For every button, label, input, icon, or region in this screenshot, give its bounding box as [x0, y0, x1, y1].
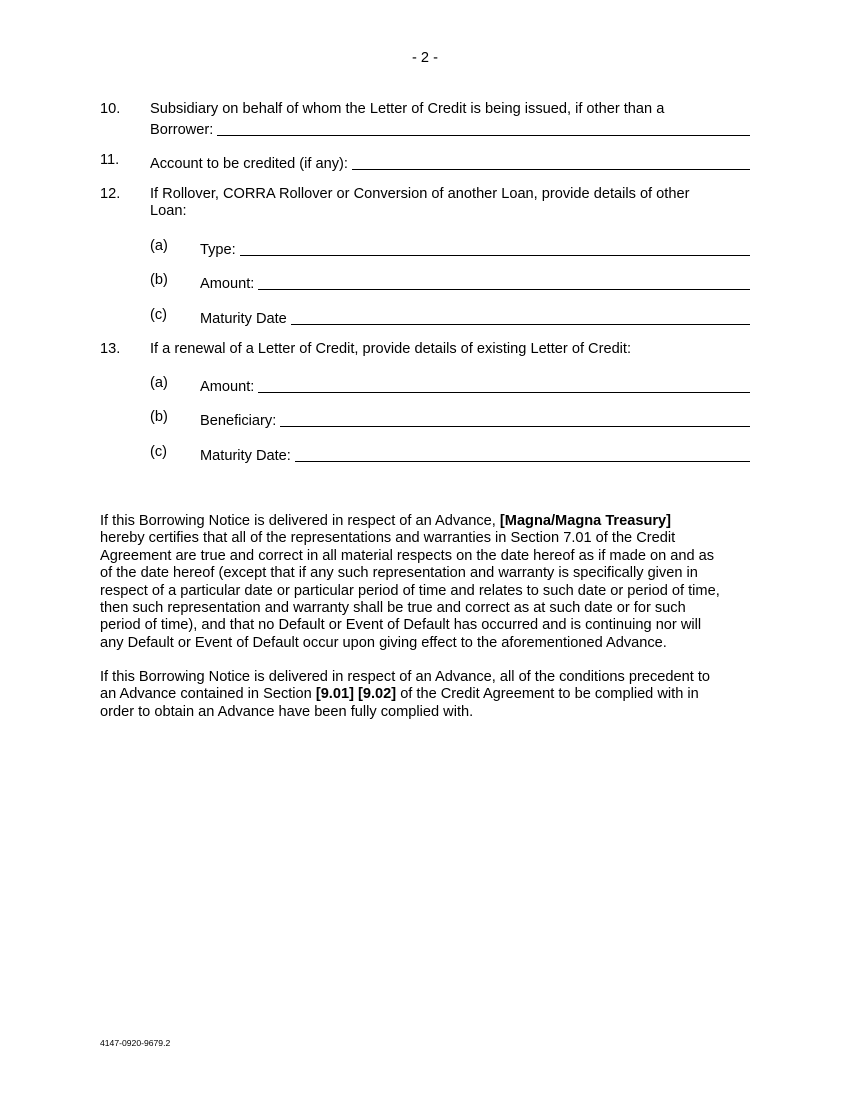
item-12a-row	[200, 238, 750, 259]
para1-line: respect of a particular date or particular period of time and relates to such date or period of time,	[100, 582, 720, 599]
para1-line: period of time), and that no Default or Event of Default has occurred and is continuing nor will	[100, 617, 702, 634]
item-11-account-field[interactable]	[352, 154, 750, 170]
item-13a-letter: (a)	[150, 375, 168, 391]
certification-paragraph	[100, 513, 752, 652]
item-12a-type-label: Type:	[200, 242, 236, 258]
item-13c-row	[200, 444, 750, 465]
para2-line2-text: an Advance contained in Section	[100, 686, 316, 703]
item-12a-letter: (a)	[150, 238, 168, 254]
item-11-account-label: Account to be credited (if any):	[150, 156, 348, 172]
item-12b-amount-field[interactable]	[258, 274, 750, 290]
item-10-text: Subsidiary on behalf of whom the Letter of Credit is being issued, if other than a	[150, 101, 665, 117]
page-number: - 2 -	[412, 50, 438, 66]
item-12c-row	[200, 307, 750, 328]
item-13-text: If a renewal of a Letter of Credit, provide details of existing Letter of Credit:	[150, 341, 632, 357]
para1-line: any Default or Event of Default occur upon giving effect to the aforementioned Advance.	[100, 634, 667, 651]
item-10-borrower-row	[150, 118, 750, 139]
item-12c-maturity-label: Maturity Date	[200, 311, 287, 327]
item-10-borrower-label: Borrower:	[150, 122, 214, 138]
para1-line: of the date hereof (except that if any such representation and warranty is specifically given in	[100, 565, 698, 582]
document-id: 4147-0920-9679.2	[100, 1038, 171, 1048]
section-ref-9-02: [9.02]	[358, 686, 397, 703]
item-13a-amount-field[interactable]	[258, 377, 750, 393]
item-13b-letter: (b)	[150, 409, 168, 425]
item-13c-maturity-label: Maturity Date:	[200, 448, 291, 464]
item-13a-row	[200, 375, 750, 396]
borrower-name-placeholder: [Magna/Magna Treasury]	[499, 513, 672, 529]
section-ref-9-01: [9.01]	[315, 686, 354, 703]
item-13b-row	[200, 409, 750, 430]
para1-line	[100, 513, 752, 530]
para2-line: If this Borrowing Notice is delivered in respect of an Advance, all of the conditions precedent to	[100, 669, 711, 685]
item-13c-maturity-field[interactable]	[295, 446, 750, 462]
item-12a-type-field[interactable]	[240, 240, 750, 256]
para1-line1-text: If this Borrowing Notice is delivered in respect of an Advance,	[100, 513, 500, 529]
para2-line2-end: of the Credit Agreement to be complied with in	[396, 686, 699, 703]
item-12-number: 12.	[100, 186, 121, 202]
item-12c-letter: (c)	[150, 307, 168, 323]
item-12b-amount-label: Amount:	[200, 276, 255, 292]
item-13b-beneficiary-label: Beneficiary:	[200, 413, 277, 429]
item-13c-letter: (c)	[150, 444, 168, 460]
item-11-row	[150, 152, 750, 173]
para1-line: Agreement are true and correct in all material respects on the date hereof as if made on and as	[100, 547, 715, 564]
para1-line: hereby certifies that all of the representations and warranties in Section 7.01 of the Credit	[100, 530, 676, 547]
item-12b-letter: (b)	[150, 272, 168, 288]
item-12b-row	[200, 272, 750, 293]
item-11-number: 11.	[100, 152, 120, 168]
conditions-paragraph	[100, 669, 752, 721]
item-12c-maturity-field[interactable]	[291, 309, 750, 325]
para2-line: order to obtain an Advance have been fully complied with.	[100, 703, 474, 720]
para2-line	[100, 686, 752, 703]
para1-line: then such representation and warranty shall be true and correct as at such date or for such	[100, 600, 686, 617]
item-10-borrower-field[interactable]	[217, 120, 750, 136]
item-13a-amount-label: Amount:	[200, 379, 255, 395]
item-13-number: 13.	[100, 341, 121, 357]
item-12-text-line1: If Rollover, CORRA Rollover or Conversion of another Loan, provide details of other	[150, 186, 690, 202]
item-10-number: 10.	[100, 101, 121, 117]
item-12-text-line2: Loan:	[150, 203, 187, 219]
item-13b-beneficiary-field[interactable]	[280, 411, 750, 427]
